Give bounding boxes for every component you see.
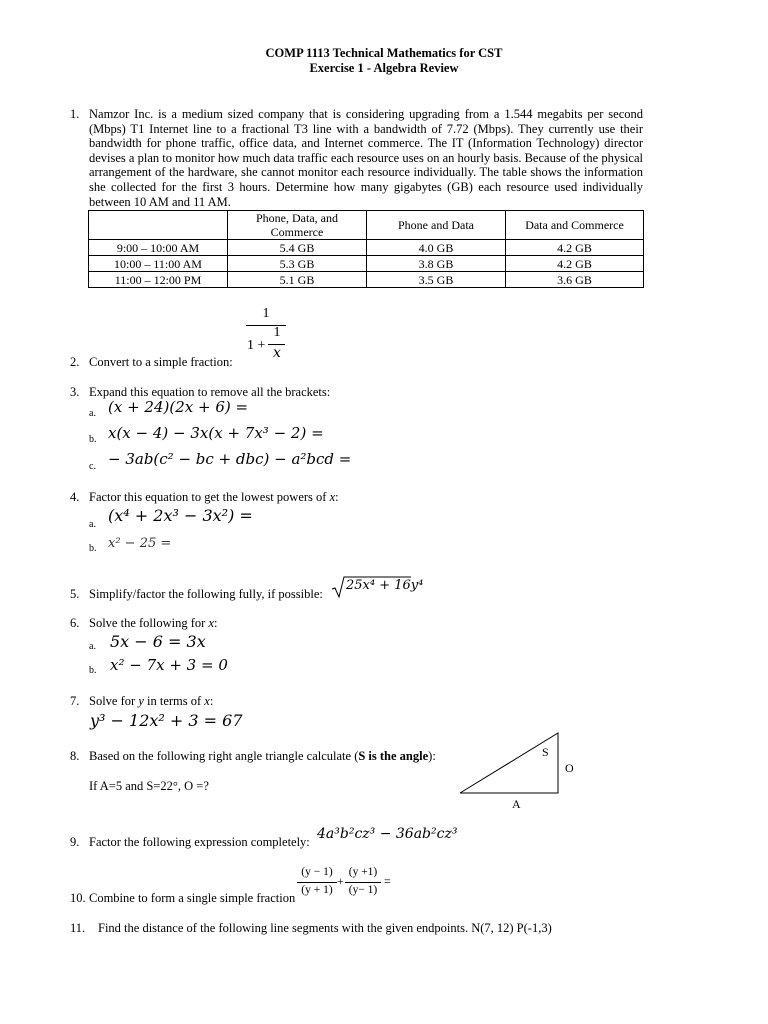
q6b-expression: x² − 7x + 3 = 0	[110, 656, 228, 674]
q2-inner-denominator: x	[273, 345, 281, 361]
q6a-expression: 5x − 6 = 3x	[110, 632, 206, 651]
q7-variable-y: y	[138, 694, 144, 708]
q7-text-mid: in terms of	[143, 694, 205, 708]
q1-number: 1.	[70, 107, 80, 121]
q10-fraction-bar-2	[345, 882, 381, 883]
q10-text: Combine to form a single simple fraction	[89, 891, 296, 905]
q3a-expression: (x + 24)(2x + 6) =	[108, 398, 249, 416]
q10-plus: +	[337, 874, 344, 888]
q4a-label: a.	[89, 519, 96, 530]
q4a-expression: (x⁴ + 2x³ − 3x²) =	[108, 506, 253, 525]
q6a-label: a.	[89, 641, 96, 652]
q3b-label: b.	[89, 434, 97, 445]
q5-text: Simplify/factor the following fully, if possible:	[89, 587, 323, 601]
q10-denominator-2: (y− 1)	[348, 884, 378, 896]
q7-text-before: Solve for	[89, 694, 139, 708]
table-cell: 3.5 GB	[367, 272, 506, 288]
q6-variable: x	[208, 616, 214, 630]
table-cell: 3.6 GB	[506, 272, 644, 288]
q2-fraction-numerator: 1	[262, 306, 270, 321]
table-header-cell: Phone and Data	[367, 211, 506, 240]
table-header-cell: Phone, Data, and Commerce	[228, 211, 367, 240]
q10-numerator-2: (y +1)	[348, 866, 378, 878]
q8-text	[89, 749, 436, 764]
q6-text: Solve the following for x:	[89, 616, 218, 630]
q11-number: 11.	[70, 921, 86, 935]
table-cell: 5.4 GB	[228, 240, 367, 256]
q8-text-before: Based on the following right angle triangle calculate (	[89, 749, 359, 763]
table-cell: 9:00 – 10:00 AM	[89, 240, 228, 256]
table-cell: 11:00 – 12:00 PM	[89, 272, 228, 288]
triangle-label-o: O	[565, 761, 574, 775]
q3-text: Expand this equation to remove all the brackets:	[89, 385, 331, 399]
q8-text-after: ):	[428, 749, 436, 763]
q7-text: Solve for y in terms of x:	[89, 694, 214, 708]
document-title: COMP 1113 Technical Mathematics for CST	[265, 46, 503, 60]
q2-inner-numerator: 1	[273, 325, 281, 340]
q6-number: 6.	[70, 616, 80, 630]
q4-variable: x	[329, 490, 336, 504]
table-cell: 4.2 GB	[506, 240, 644, 256]
table-row	[89, 272, 644, 288]
traffic-table	[88, 210, 644, 288]
q9-text: Factor the following expression completely:	[89, 835, 310, 849]
q10-numerator-1: (y − 1)	[301, 866, 333, 878]
q2-denominator-lead: 1 +	[247, 338, 266, 353]
q11-text: Find the distance of the following line segments with the given endpoints. N(7, 12) P(-1,3)	[98, 921, 552, 935]
q3-number: 3.	[70, 385, 80, 399]
table-row	[89, 256, 644, 272]
q10-number: 10.	[70, 891, 86, 905]
table-cell: 10:00 – 11:00 AM	[89, 256, 228, 272]
q5-expression: 25x⁴ + 16y⁴	[346, 578, 424, 593]
q9-number: 9.	[70, 835, 80, 849]
q2-number: 2.	[70, 355, 80, 369]
q8-text-bold: S is the angle	[358, 749, 429, 763]
q2-text: Convert to a simple fraction:	[89, 355, 233, 369]
q1-text: Namzor Inc. is a medium sized company that is considering upgrading from a 1.544 megabits per second (Mbps) T1 Internet line to a fractional T3 line with a bandwidth of 7.72 (Mbps). They currently use their bandwidth for phone traffic, office data, and Internet commerce. The IT (Information Technology) director devises a plan to monitor how much data traffic each resource uses on an hourly basis. Because of the physical arrangement of the hardware, she cannot monitor each resource individually. The table shows the information she collected for the first 3 hours. Determine how many gigabytes (GB) each resource used individually between 10 AM and 11 AM.	[89, 107, 643, 209]
q4b-expression: x² − 25 =	[108, 536, 172, 551]
q7-variable-x: x	[204, 694, 210, 708]
q7-number: 7.	[70, 694, 80, 708]
q9-expression: 4a³b²cz³ − 36ab²cz³	[317, 826, 458, 842]
q4b-label: b.	[89, 543, 97, 554]
q5-number: 5.	[70, 587, 80, 601]
q8-given: If A=5 and S=22°, O =?	[89, 779, 209, 793]
q10-fraction-bar-1	[297, 882, 337, 883]
document-subtitle: Exercise 1 - Algebra Review	[309, 61, 459, 75]
triangle-label-s: S	[542, 745, 549, 759]
table-cell: 4.0 GB	[367, 240, 506, 256]
table-cell: 5.3 GB	[228, 256, 367, 272]
q4-text: Factor this equation to get the lowest powers of x:	[89, 490, 339, 504]
q3b-expression: x(x − 4) − 3x(x + 7x³ − 2) =	[108, 424, 324, 442]
q8-number: 8.	[70, 749, 80, 763]
table-row	[89, 240, 644, 256]
q7-expression: y³ − 12x² + 3 = 67	[90, 711, 243, 730]
table-header-row	[89, 211, 644, 240]
q6-text-before: Solve the following for	[89, 616, 209, 630]
q10-denominator-1: (y + 1)	[301, 884, 333, 896]
q3c-expression: − 3ab(c² − bc + dbc) − a²bcd =	[108, 450, 352, 468]
table-header-cell: Data and Commerce	[506, 211, 644, 240]
q10-equals: =	[384, 874, 391, 888]
q6b-label: b.	[89, 665, 97, 676]
table-cell: 4.2 GB	[506, 256, 644, 272]
q4-number: 4.	[70, 490, 80, 504]
q4-text-before: Factor this equation to get the lowest powers of	[89, 490, 330, 504]
table-cell: 5.1 GB	[228, 272, 367, 288]
table-cell: 3.8 GB	[367, 256, 506, 272]
right-triangle-diagram	[455, 728, 565, 798]
q3c-label: c.	[89, 461, 96, 472]
q3a-label: a.	[89, 408, 96, 419]
table-header-cell	[89, 211, 228, 240]
triangle-label-a: A	[512, 797, 521, 811]
